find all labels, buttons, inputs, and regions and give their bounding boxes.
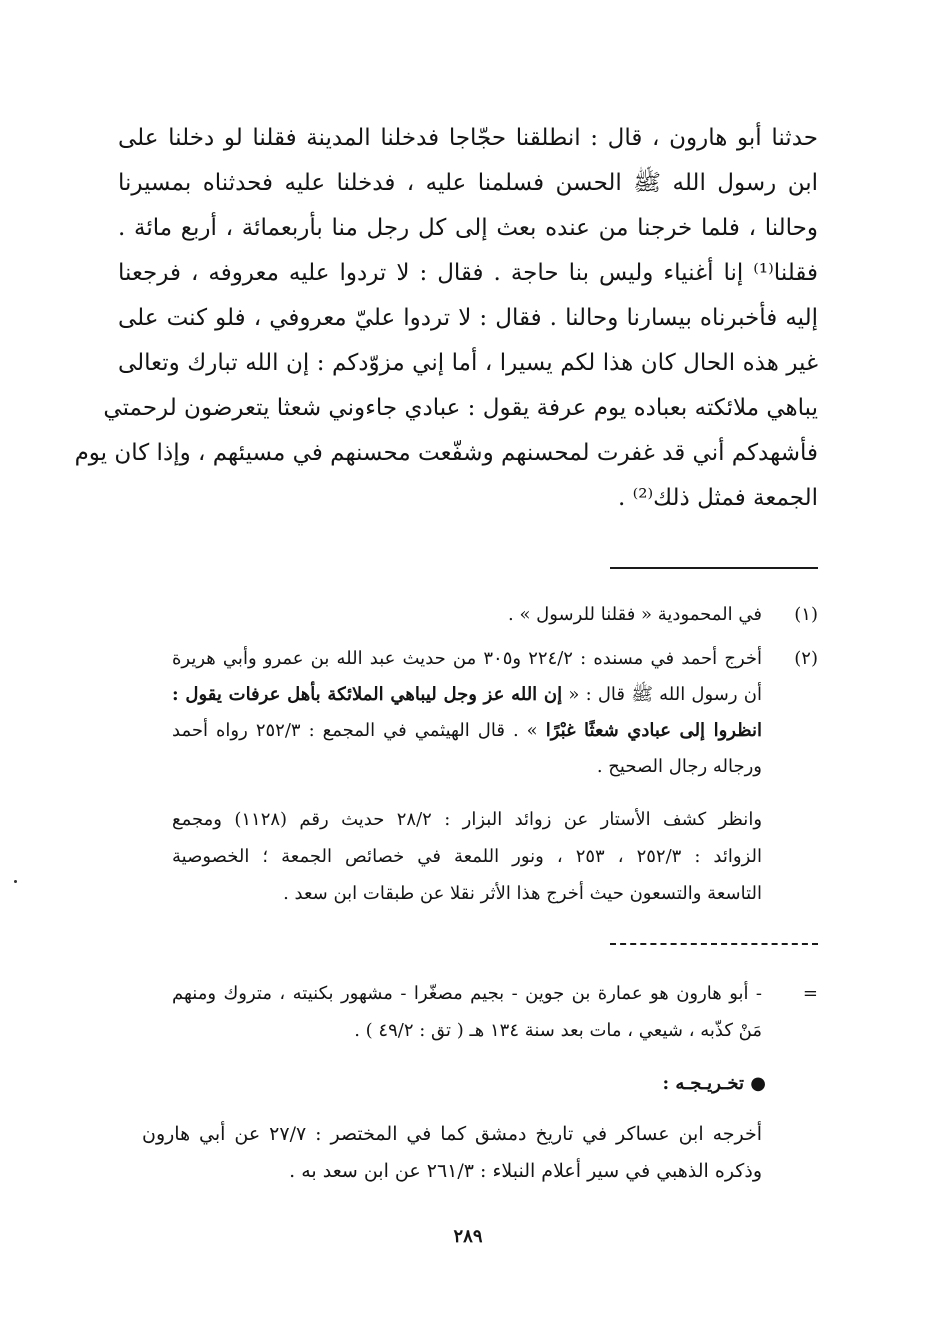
footnote-text <box>172 681 762 709</box>
main-text-line: إليه فأخبرناه بيسارنا وحالنا . فقال : لا تردوا عليّ معروفي ، فلو كنت على <box>118 305 818 331</box>
hadith-quote: إن الله عز وجل ليباهي الملائكة بأهل عرفات يقول : <box>172 684 563 705</box>
continuation-text: مَنْ كذّبه ، شيعي ، مات بعد سنة ١٣٤ هـ ( تق : ٤٩/٢ ) . <box>354 1020 762 1041</box>
footnote-plain-text: أن رسول الله ﷺ قال : « <box>562 684 762 705</box>
main-text-line: الجمعة فمثل ذلك⁽²⁾ . <box>617 485 818 511</box>
hadith-quote: انظروا إلى عبادي شعثًا غبْرًا <box>545 720 762 741</box>
main-text-line: فأشهدكم أني قد غفرت لمحسنهم وشفّعت محسنهم في مسيئهم ، وإذا كان يوم <box>74 440 818 466</box>
main-text-line: فقلنا⁽¹⁾ إنا أغنياء وليس بنا حاجة . فقال : لا تردوا عليه معروفه ، فرجعنا <box>118 260 818 286</box>
main-text-line: غير هذه الحال كان هذا لكم يسيرا ، أما إني مزوّدكم : إن الله تبارك وتعالى <box>118 350 818 376</box>
footnote-plain-text: » . قال الهيثمي في المجمع : ٢٥٢/٣ رواه أحمد <box>172 720 546 741</box>
main-text-line: يباهي ملائكته بعباده يوم عرفة يقول : عبادي جاءوني شعثا يتعرضون لرحمتي <box>103 395 818 421</box>
takhrij-text: أخرجه ابن عساكر في تاريخ دمشق كما في المختصر : ٢٧/٧ عن أبي هارون <box>142 1123 763 1145</box>
main-text-line: وحالنا ، فلما خرجنا من عنده بعث إلى كل رجل منا بأربعمائة ، أربع مائة . <box>118 215 818 241</box>
continuation-text: - أبو هارون هو عمارة بن جوين - بجيم مصغّرا - مشهور بكنيته ، متروك ومنهم <box>172 983 762 1004</box>
footnote-number: (٢) <box>794 648 818 669</box>
footnote-text: أخرج أحمد في مسنده : ٢٢٤/٢ و٣٠٥ من حديث عبد الله بن عمرو وأبي هريرة <box>172 648 763 669</box>
page-number: ٢٨٩ <box>453 1226 483 1247</box>
takhrij-heading: ● تخـريـجـه : <box>662 1073 766 1094</box>
footnote-text: في المحمودية « فقلنا للرسول » . <box>508 604 762 625</box>
footnote-text <box>172 717 762 745</box>
footnote-text: الزوائد : ٢٥٢/٣ ، ٢٥٣ ، ونور اللمعة في خصائص الجمعة ؛ الخصوصية <box>172 846 763 867</box>
main-text-line: ابن رسول الله ﷺ الحسن فسلمنا عليه ، فدخلنا عليه فحدثناه بمسيرنا <box>118 170 818 196</box>
footnote-number: (١) <box>794 604 818 625</box>
footnote-separator <box>610 567 818 569</box>
footnote-text: وانظر كشف الأستار عن زوائد البزار : ٢٨/٢ حديث رقم (١١٢٨) ومجمع <box>172 809 763 830</box>
scan-speck <box>14 880 17 883</box>
continuation-mark: = <box>802 983 818 1004</box>
dashed-separator <box>610 943 818 945</box>
footnote-text: ورجاله رجال الصحيح . <box>596 756 762 777</box>
takhrij-text: وذكره الذهبي في سير أعلام النبلاء : ٢٦١/٣ عن ابن سعد به . <box>289 1160 762 1182</box>
footnote-text: التاسعة والتسعون حيث أخرج هذا الأثر نقلا عن طبقات ابن سعد . <box>283 883 762 904</box>
main-text-line: حدثنا أبو هارون ، قال : انطلقنا حجّاجا فدخلنا المدينة فقلنا لو دخلنا على <box>118 125 818 151</box>
